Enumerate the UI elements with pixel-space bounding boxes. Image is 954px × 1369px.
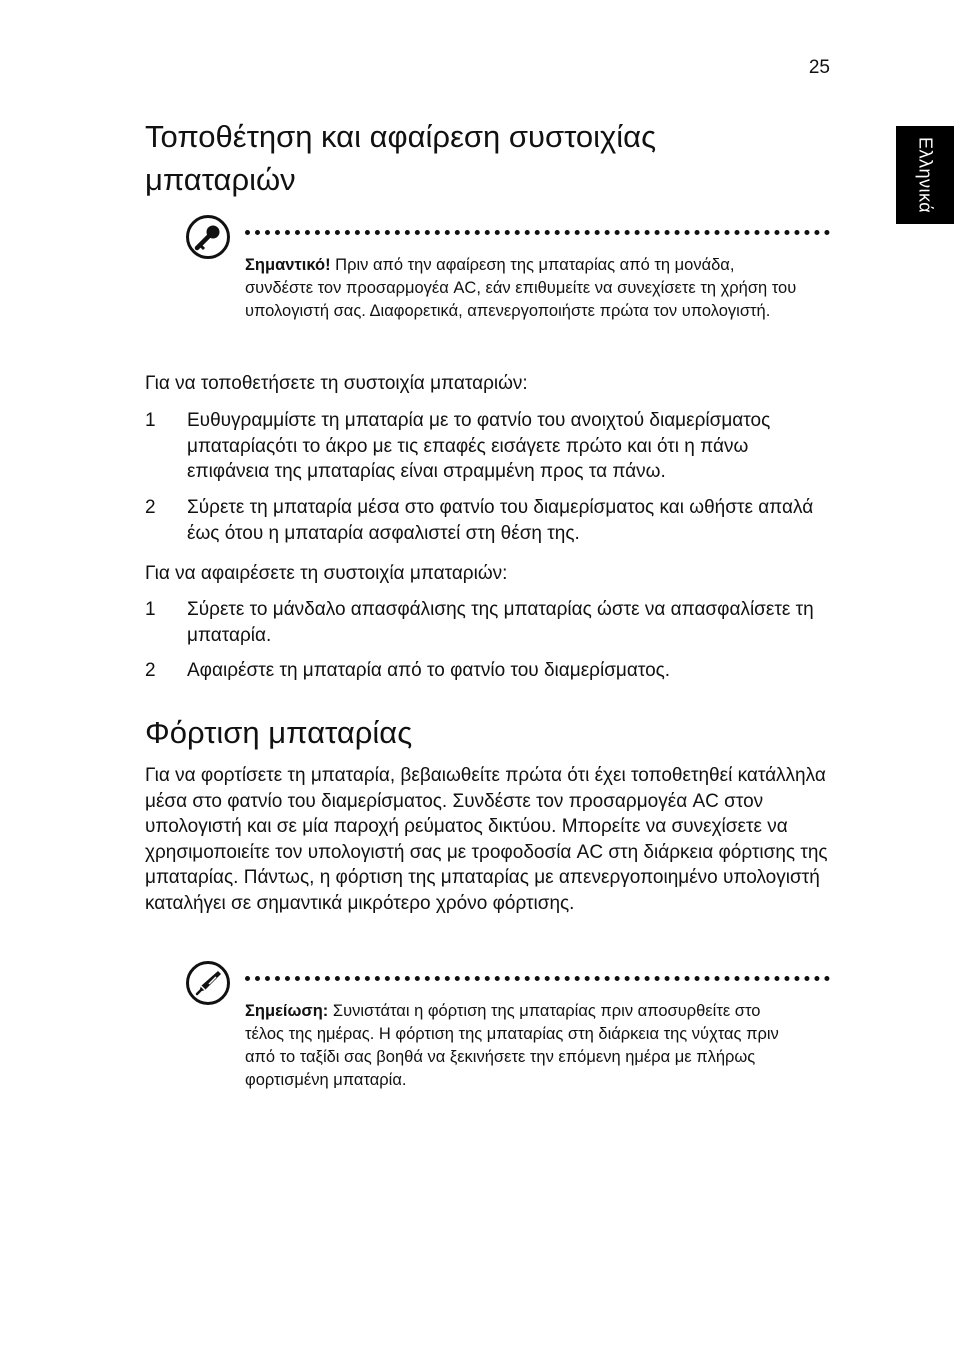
- step-text: Αφαιρέστε τη μπαταρία από το φατνίο του διαμερίσματος.: [187, 660, 671, 681]
- important-note-text: [245, 254, 800, 323]
- charging-body: Για να φορτίσετε τη μπαταρία, βεβαιωθείτε πρώτα ότι έχει τοποθετηθεί κατάλληλα μέσα στο φατνίο του διαμερίσματος. Συνδέστε τον προσαρμογέα AC στον υπολογιστή και σε μία παροχή ρεύματος δικτύου. Μπορείτε να συνεχίσετε να χρησιμοποιείτε τον υπολογιστή σας με τροφοδοσία AC στη διάρκεια φόρτισης της μπαταρίας. Πάντως, η φόρτιση της μπαταρίας με απενεργοποιημένο υπολογιστή καταλήγει σε σημαντικά μικρότερο χρόνο φόρτισης.: [145, 765, 828, 914]
- title-line-1: Τοποθέτηση και αφαίρεση συστοιχίας: [145, 119, 657, 154]
- important-body: Πριν από την αφαίρεση της μπαταρίας από τη μονάδα, συνδέστε τον προσαρμογέα AC, εάν επιθυμείτε να συνεχίσετε τη χρήση του υπολογιστή σας. Διαφορετικά, απενεργοποιήστε πρώτα τον υπολογιστή.: [245, 256, 797, 320]
- install-intro: Για να τοποθετήσετε τη συστοιχία μπαταριών:: [145, 373, 528, 394]
- page-number: 25: [808, 57, 830, 78]
- key-icon: [185, 214, 231, 260]
- section-title-charging: Φόρτιση μπαταρίας: [145, 715, 413, 750]
- step-number: 1: [145, 599, 156, 620]
- title-line-2: μπαταριών: [145, 162, 296, 197]
- step-text: Ευθυγραμμίστε τη μπαταρία με το φατνίο του ανοιχτού διαμερίσματος μπαταρίαςότι το άκρο με τις επαφές εισάγετε πρώτο και ότι η πάνω επιφάνεια της μπαταρίας είναι στραμμένη προς τα πάνω.: [187, 410, 771, 482]
- dotted-divider: [245, 976, 830, 981]
- language-tab: [896, 126, 954, 224]
- step-number: 1: [145, 410, 156, 431]
- dotted-divider: [245, 230, 830, 235]
- step-number: 2: [145, 497, 156, 518]
- step-text: Σύρετε τη μπαταρία μέσα στο φατνίο του διαμερίσματος και ωθήστε απαλά έως ότου η μπαταρία ασφαλιστεί στη θέση της.: [187, 497, 814, 544]
- note-label: Σημείωση:: [245, 1002, 329, 1020]
- important-note: [185, 214, 830, 354]
- note-text: [245, 1000, 800, 1092]
- note-box: [185, 960, 830, 1100]
- remove-intro: Για να αφαιρέσετε τη συστοιχία μπαταριών:: [145, 563, 508, 584]
- pen-icon: [185, 960, 231, 1006]
- important-label: Σημαντικό!: [245, 256, 331, 274]
- note-body: Συνιστάται η φόρτιση της μπαταρίας πριν αποσυρθείτε στο τέλος της ημέρας. Η φόρτιση της μπαταρίας στη διάρκεια της νύχτας πριν από το ταξίδι σας βοηθά να ξεκινήσετε την επόμενη ημέρα με πλήρως φορτισμένη μπαταρία.: [245, 1002, 779, 1089]
- section-title-battery-pack: [145, 115, 785, 201]
- language-tab-label: Ελληνικά: [915, 136, 936, 214]
- step-number: 2: [145, 660, 156, 681]
- step-text: Σύρετε το μάνδαλο απασφάλισης της μπαταρίας ώστε να απασφαλίσετε τη μπαταρία.: [187, 599, 814, 646]
